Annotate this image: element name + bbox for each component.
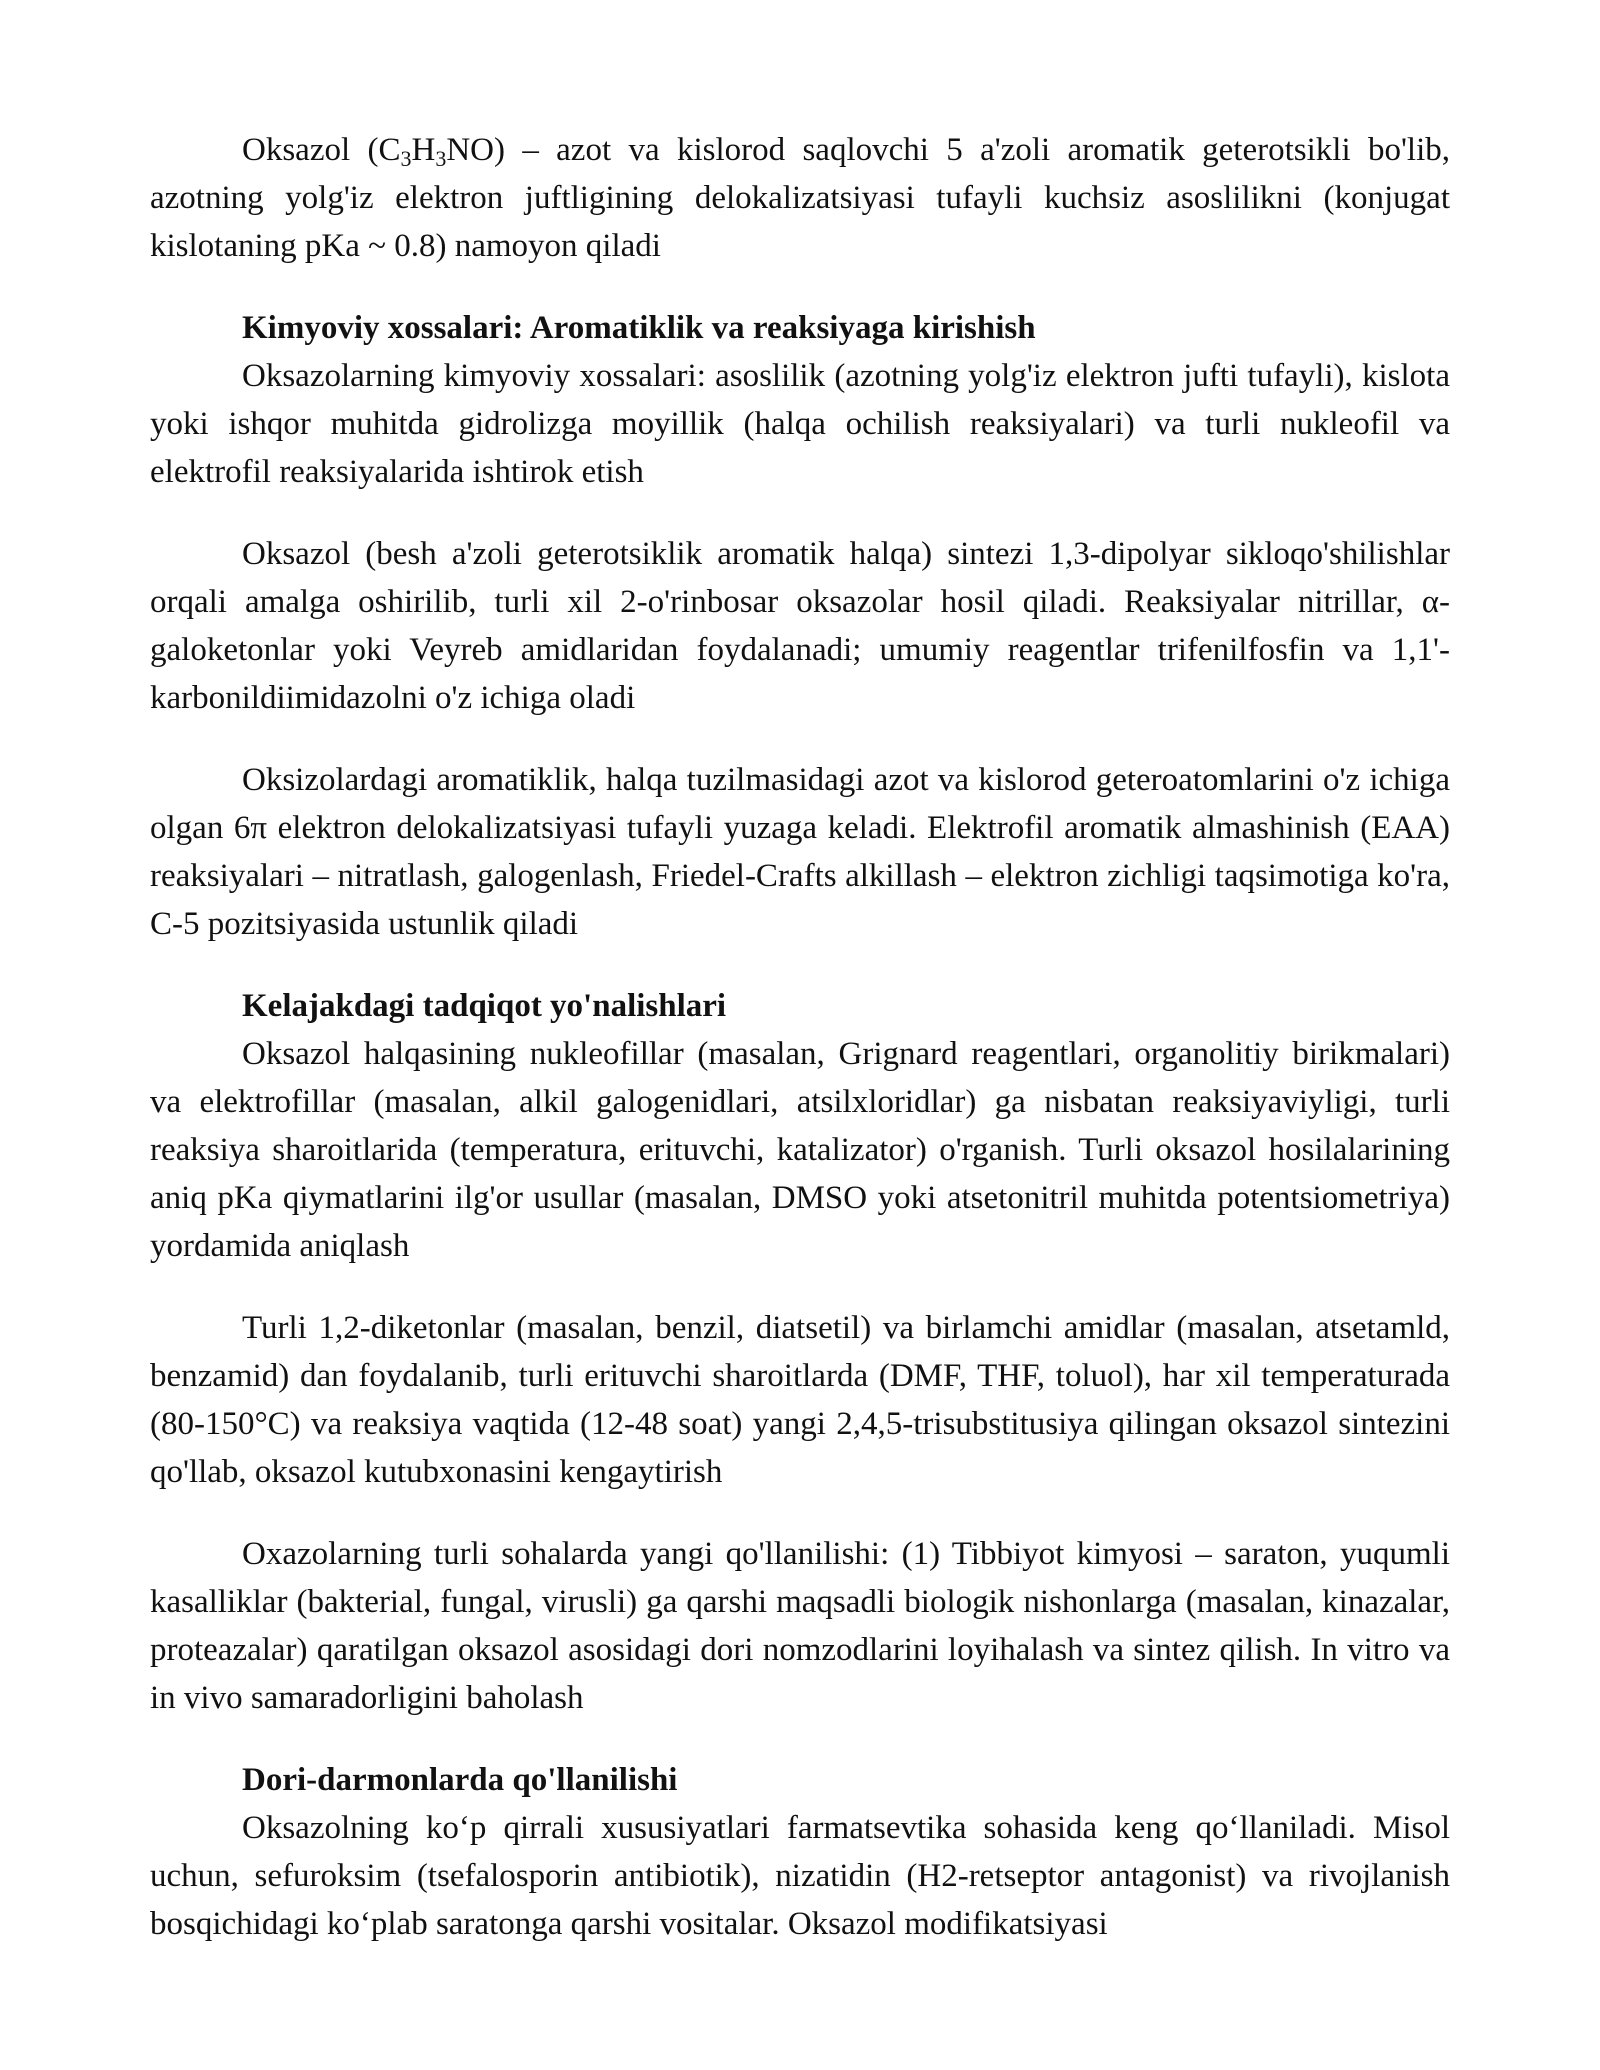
formula-subscript-h: 3 (435, 146, 447, 171)
paragraph-synthesis: Oksazol (besh a'zoli geterotsiklik aromatik halqa) sintezi 1,3-dipolyar sikloqo'shilishlar orqali amalga oshirilib, turli xil 2-o'rinbosar oksazolar hosil qiladi. Reaksiyalar nitrillar, α-galoketonlar yoki Veyreb amidlaridan foydalanadi; umumiy reagentlar trifenilfosfin va 1,1'-karbonildiimidazolni o'z ichiga oladi (150, 536, 1450, 716)
heading-future-research: Kelajakdagi tadqiqot yo'nalishlari (242, 988, 727, 1024)
formula-prefix: Oksazol (C (242, 132, 401, 168)
paragraph-intro (150, 126, 1450, 270)
formula-hydrogen: H (411, 132, 436, 168)
paragraph-library-expansion: Turli 1,2-diketonlar (masalan, benzil, diatsetil) va birlamchi amidlar (masalan, atsetamld, benzamid) dan foydalanib, turli erituvchi sharoitlarda (DMF, THF, toluol), har xil temperaturada (80-150°C) va reaksiya vaqtida (12-48 soat) yangi 2,4,5-trisubstitusiya qilingan oksazol sintezini qo'llab, oksazol kutubxonasini kengaytirish (150, 1310, 1450, 1490)
paragraph-intro-text: NO) – azot va kislorod saqlovchi 5 a'zoli aromatik geterotsikli bo'lib, azotning yolg'iz elektron juftligining delokalizatsiyasi tufayli kuchsiz asoslilikni (konjugat kislotaning pKa ~ 0.8) namoyon qiladi (150, 132, 1450, 264)
paragraph-new-applications: Oxazolarning turli sohalarda yangi qo'llanilishi: (1) Tibbiyot kimyosi – saraton, yuqumli kasalliklar (bakterial, fungal, virusli) ga qarshi maqsadli biologik nishonlarga (masalan, kinazalar, proteazalar) qaratilgan oksazol asosidagi dori nomzodlarini loyihalash va sintez qilish. In vitro va in vivo samaradorligini baholash (150, 1536, 1450, 1716)
heading-drug-applications: Dori-darmonlarda qo'llanilishi (242, 1762, 678, 1798)
heading-chemical-properties: Kimyoviy xossalari: Aromatiklik va reaksiyaga kirishish (242, 310, 1036, 346)
paragraph-reactivity-research: Oksazol halqasining nukleofillar (masalan, Grignard reagentlari, organolitiy birikmalari) va elektrofillar (masalan, alkil galogenidlari, atsilxloridlar) ga nisbatan reaksiyaviyligi, turli reaksiya sharoitlarida (temperatura, erituvchi, katalizator) o'rganish. Turli oksazol hosilalarining aniq pKa qiymatlarini ilg'or usullar (masalan, DMSO yoki atsetonitril muhitda potentsiometriya) yordamida aniqlash (150, 1036, 1450, 1264)
paragraph-aromaticity: Oksizolardagi aromatiklik, halqa tuzilmasidagi azot va kislorod geteroatomlarini o'z ichiga olgan 6π elektron delokalizatsiyasi tufayli yuzaga keladi. Elektrofil aromatik almashinish (EAA) reaksiyalari – nitratlash, galogenlash, Friedel-Crafts alkillash – elektron zichligi taqsimotiga ko'ra, C-5 pozitsiyasida ustunlik qiladi (150, 762, 1450, 942)
paragraph-drug-applications: Oksazolning koʻp qirrali xususiyatlari farmatsevtika sohasida keng qoʻllaniladi. Misol uchun, sefuroksim (tsefalosporin antibiotik), nizatidin (H2-retseptor antagonist) va rivojlanish bosqichidagi koʻplab saratonga qarshi vositalar. Oksazol modifikatsiyasi (150, 1810, 1450, 1942)
formula-subscript-c: 3 (400, 146, 412, 171)
paragraph-chemical-properties: Oksazolarning kimyoviy xossalari: asoslilik (azotning yolg'iz elektron jufti tufayli), kislota yoki ishqor muhitda gidrolizga moyillik (halqa ochilish reaksiyalari) va turli nukleofil va elektrofil reaksiyalarida ishtirok etish (150, 358, 1450, 490)
